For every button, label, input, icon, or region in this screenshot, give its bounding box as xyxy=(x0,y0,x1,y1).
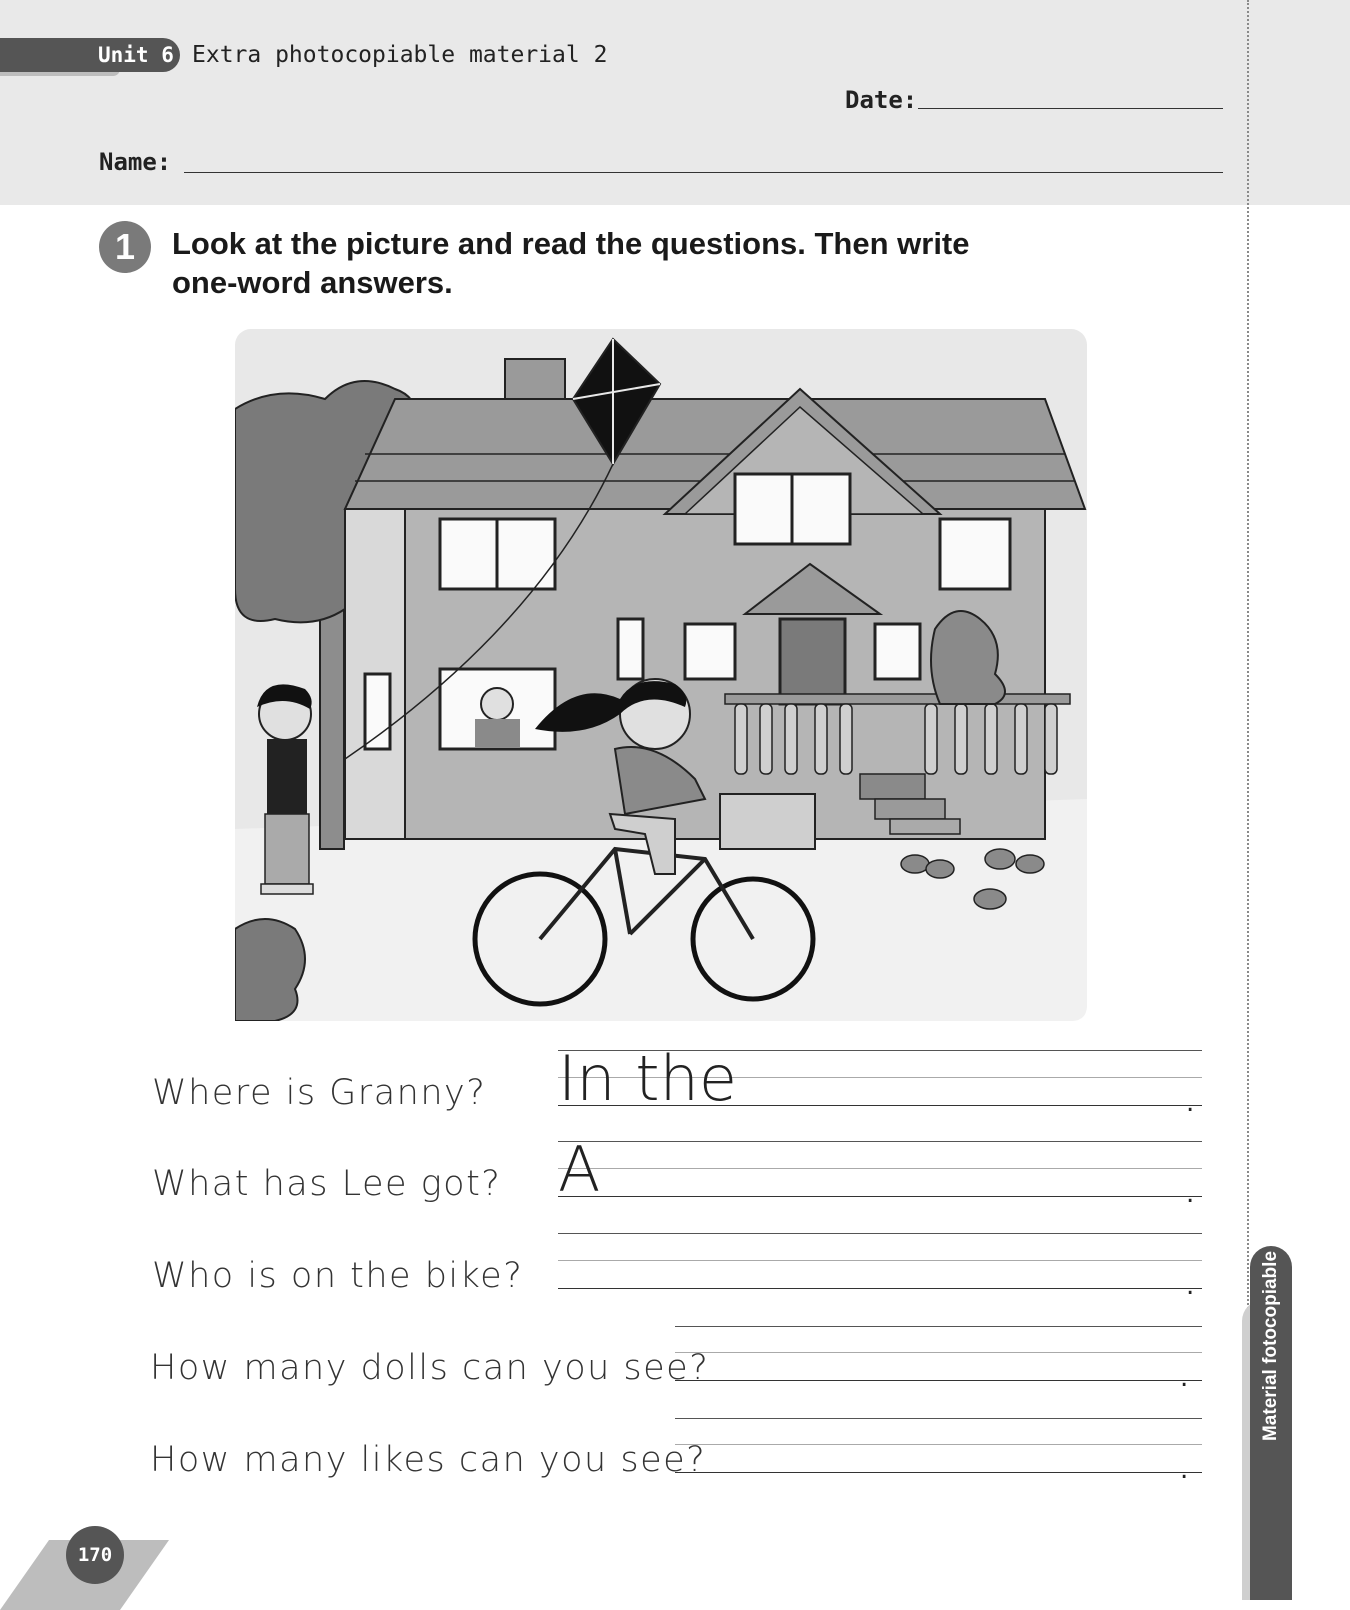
question-text: Where is Granny? xyxy=(152,1073,487,1113)
date-label: Date: xyxy=(845,86,918,114)
header-band-margin xyxy=(1248,0,1350,205)
full-stop: . xyxy=(1186,1088,1195,1118)
writing-line-mid xyxy=(558,1260,1202,1261)
exercise-instruction: Look at the picture and read the questions. Then write one-word answers. xyxy=(172,226,970,300)
unit-label: Unit 6 xyxy=(98,43,174,67)
page-number: 170 xyxy=(77,1544,113,1566)
writing-line-mid xyxy=(558,1168,1202,1169)
date-field[interactable] xyxy=(918,108,1223,109)
writing-line-mid xyxy=(675,1352,1202,1353)
exercise-number: 1 xyxy=(99,221,151,273)
header-band xyxy=(0,0,1248,205)
answer-line-3[interactable] xyxy=(558,1288,1202,1289)
writing-line-top xyxy=(558,1233,1202,1234)
question-text: How many likes can you see? xyxy=(150,1440,707,1480)
question-text: What has Lee got? xyxy=(152,1164,502,1204)
question-text: Who is on the bike? xyxy=(152,1256,524,1296)
answer-line-5[interactable] xyxy=(675,1472,1202,1473)
writing-line-top xyxy=(558,1141,1202,1142)
name-label: Name: xyxy=(99,148,172,176)
writing-line-mid xyxy=(675,1444,1202,1445)
answer-start: In the xyxy=(558,1042,738,1115)
answer-start: A xyxy=(558,1133,601,1206)
question-text: How many dolls can you see? xyxy=(150,1348,710,1388)
answer-line-2[interactable] xyxy=(558,1196,1202,1197)
house-scene-illustration xyxy=(235,329,1087,1021)
full-stop: . xyxy=(1186,1179,1195,1209)
writing-line-top xyxy=(675,1418,1202,1419)
full-stop: . xyxy=(1186,1271,1195,1301)
name-field[interactable] xyxy=(184,172,1223,173)
worksheet-title: Extra photocopiable material 2 xyxy=(192,42,608,68)
full-stop: . xyxy=(1180,1363,1189,1393)
answer-line-4[interactable] xyxy=(675,1380,1202,1381)
full-stop: . xyxy=(1180,1455,1189,1485)
writing-line-top xyxy=(675,1326,1202,1327)
side-tab-label: Material fotocopiable xyxy=(1260,1250,1281,1442)
